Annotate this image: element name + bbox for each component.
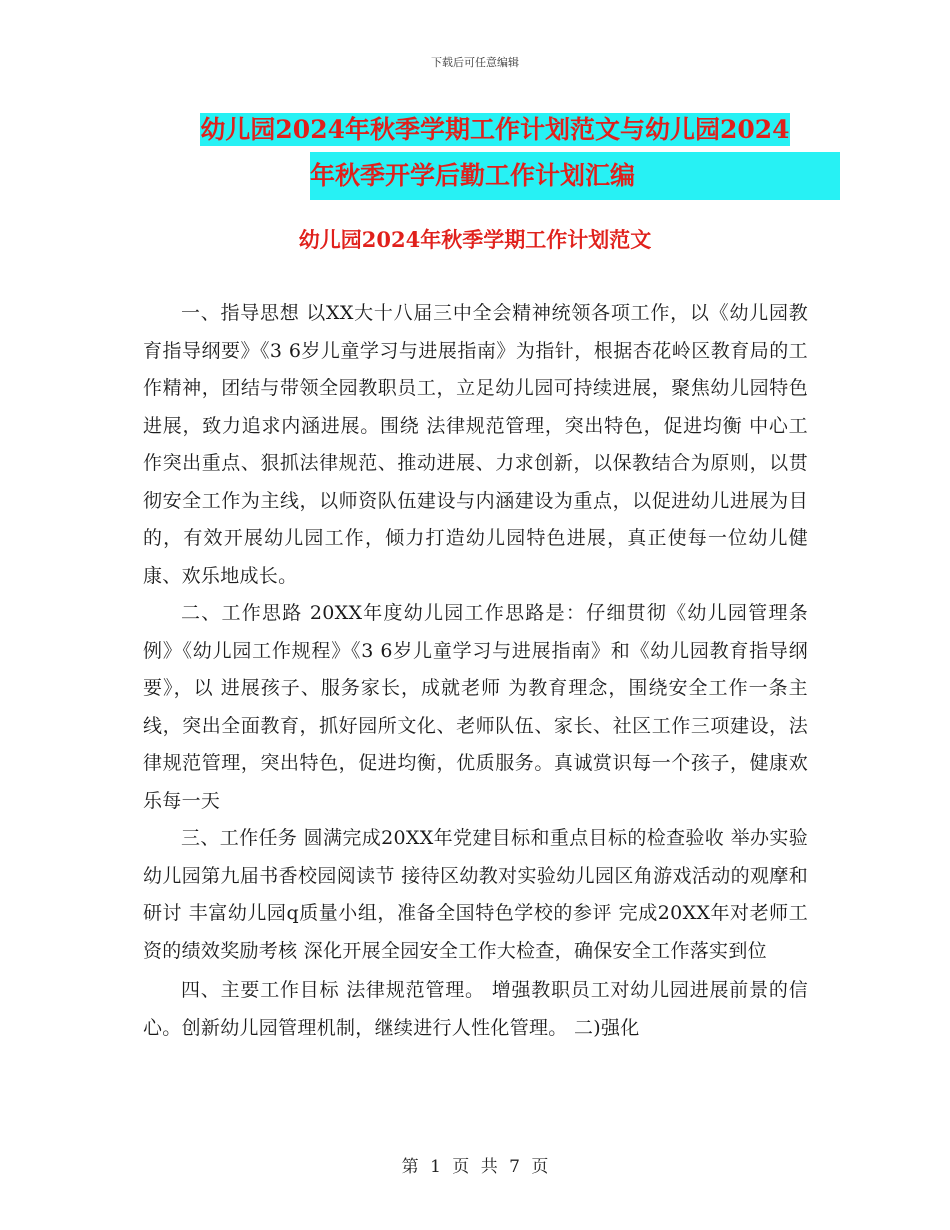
section-title: 幼儿园2024年秋季学期工作计划范文	[298, 227, 652, 252]
paragraph-work-tasks: 三、工作任务 圆满完成20XX年党建目标和重点目标的检查验收 举办实验幼儿园第九届书香校园阅读节 接待区幼教对实验幼儿园区角游戏活动的观摩和研讨 丰富幼儿园q质量小组，准备全国特色学校的参评 完成20XX年对老师工资的绩效奖励考核 深化开展全园安全工作大检查，确保安全工作落实到位	[143, 827, 808, 962]
title-line-1: 幼儿园2024年秋季学期工作计划范文与幼儿园2024	[200, 115, 790, 144]
header-note: 下载后可任意编辑	[431, 56, 519, 69]
body-text	[143, 295, 808, 1047]
title-line-2-wrap	[310, 152, 840, 200]
paragraph-work-approach: 二、工作思路 20XX年度幼儿园工作思路是：仔细贯彻《幼儿园管理条例》《幼儿园工作规程》《3 6岁儿童学习与进展指南》和《幼儿园教育指导纲要》，以 进展孩子、服务家长，成就老师 为教育理念，围绕安全工作一条主线，突出全面教育，抓好园所文化、老师队伍、家长、社区工作三项建设，法律规范管理，突出特色，促进均衡，优质服务。真诚赏识每一个孩子，健康欢乐每一天	[143, 602, 808, 812]
paragraph-main-goals: 四、主要工作目标 法律规范管理。 增强教职员工对幼儿园进展前景的信心。创新幼儿园管理机制，继续进行人性化管理。 二)强化	[143, 979, 808, 1039]
page-footer: 第 1 页 共 7 页	[401, 1157, 549, 1177]
document-title	[150, 108, 840, 200]
title-line-2: 年秋季开学后勤工作计划汇编	[310, 161, 636, 190]
paragraph-guiding-thought: 一、指导思想 以XX大十八届三中全会精神统领各项工作，以《幼儿园教育指导纲要》《3 6岁儿童学习与进展指南》为指针，根据杏花岭区教育局的工作精神，团结与带领全园教职员工，立足幼儿园可持续进展，聚焦幼儿园特色进展，致力追求内涵进展。围绕 法律规范管理，突出特色，促进均衡 中心工作突出重点、狠抓法律规范、推动进展、力求创新，以保教结合为原则，以贯彻安全工作为主线，以师资队伍建设与内涵建设为重点，以促进幼儿进展为目的，有效开展幼儿园工作，倾力打造幼儿园特色进展，真正使每一位幼儿健康、欢乐地成长。	[143, 302, 808, 587]
